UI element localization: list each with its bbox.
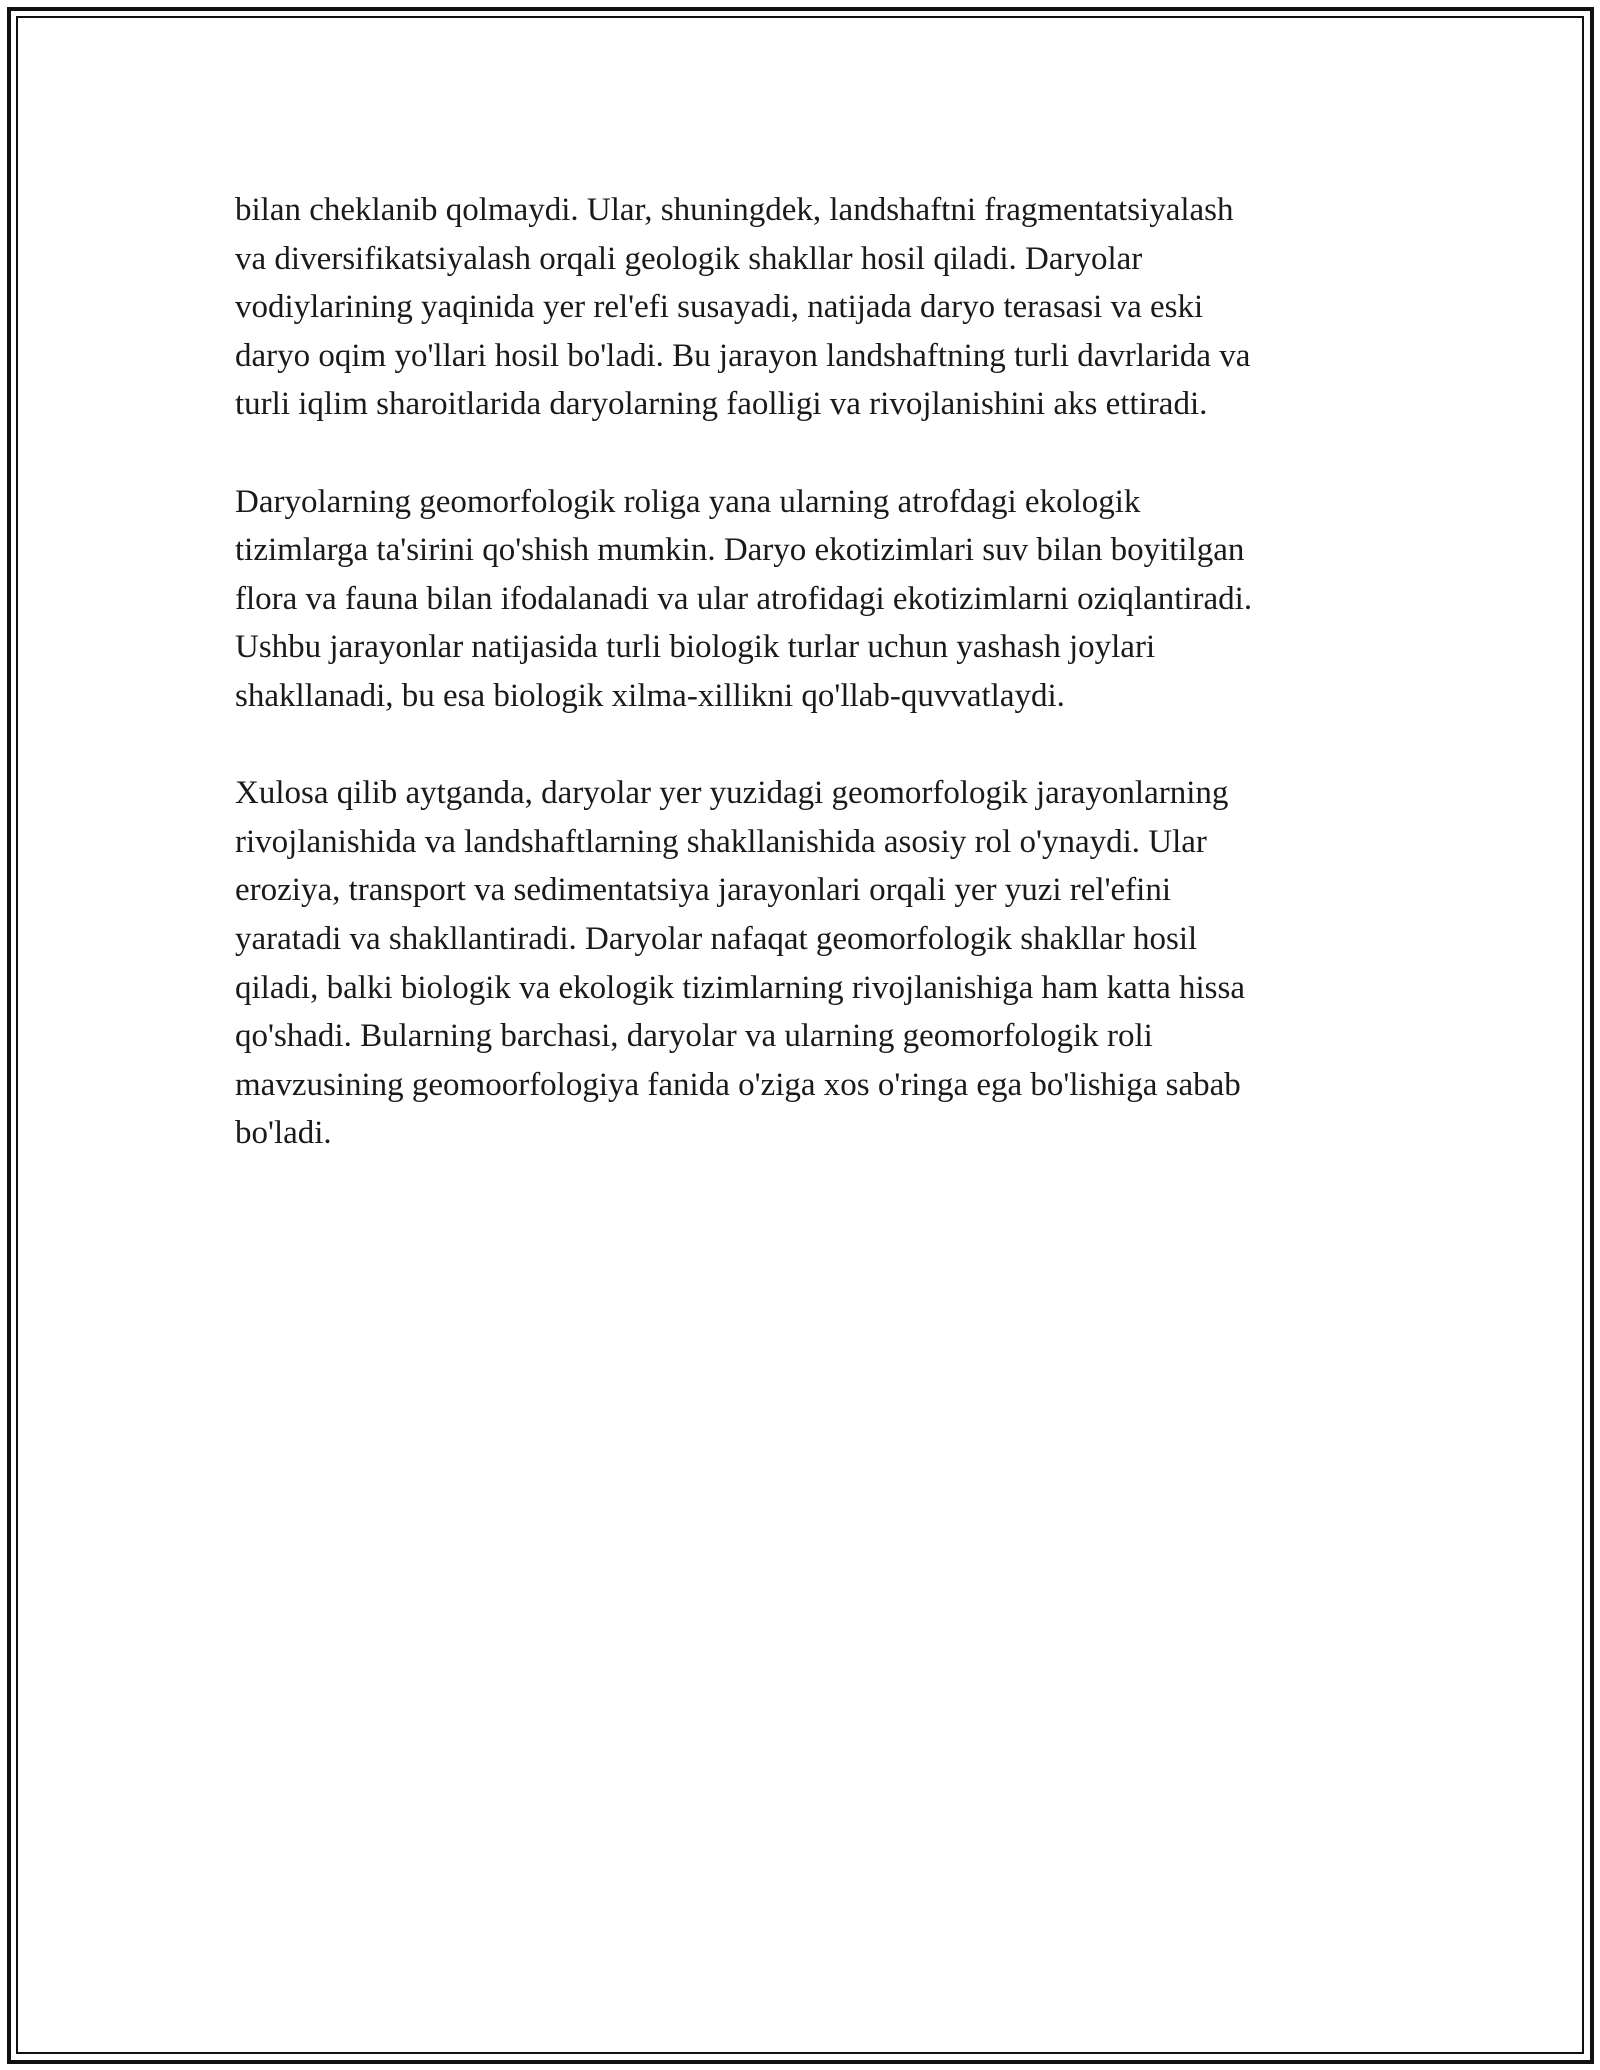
text-line: bilan cheklanib qolmaydi. Ular, shuningdek, landshaftni fragmentatsiyalash bbox=[235, 192, 1234, 228]
text-line: eroziya, transport va sedimentatsiya jarayonlari orqali yer yuzi rel'efini bbox=[235, 872, 1171, 909]
text-line: qiladi, balki biologik va ekologik tizimlarning rivojlanishiga ham katta hissa bbox=[235, 969, 1245, 1006]
text-line: yaratadi va shakllantiradi. Daryolar nafaqat geomorfologik shakllar hosil bbox=[235, 920, 1198, 957]
text-line: flora va fauna bilan ifodalanadi va ular atrofidagi ekotizimlarni oziqlantiradi. bbox=[235, 580, 1253, 617]
text-line: qo'shadi. Bularning barchasi, daryolar va ularning geomorfologik roli bbox=[235, 1018, 1153, 1055]
paragraph-1 bbox=[235, 186, 1375, 429]
paragraph-3 bbox=[235, 769, 1375, 1158]
text-line: Xulosa qilib aytganda, daryolar yer yuzidagi geomorfologik jarayonlarning bbox=[235, 775, 1229, 812]
text-line: shakllanadi, bu esa biologik xilma-xillikni qo'llab-quvvatlaydi. bbox=[235, 677, 1065, 714]
text-line: va diversifikatsiyalash orqali geologik shakllar hosil qiladi. Daryolar bbox=[235, 240, 1143, 277]
text-line: mavzusining geomoorfologiya fanida o'ziga xos o'ringa ega bo'lishiga sabab bbox=[235, 1066, 1241, 1103]
text-line: bo'ladi. bbox=[235, 1115, 332, 1152]
document-body bbox=[235, 186, 1375, 1158]
text-line: Daryolarning geomorfologik roliga yana ularning atrofdagi ekologik bbox=[235, 483, 1141, 520]
text-line: daryo oqim yo'llari hosil bo'ladi. Bu jarayon landshaftning turli davrlarida va bbox=[235, 337, 1251, 374]
text-line: rivojlanishida va landshaftlarning shakllanishida asosiy rol o'ynaydi. Ular bbox=[235, 823, 1207, 860]
text-line: vodiylarining yaqinida yer rel'efi susayadi, natijada daryo terasasi va eski bbox=[235, 289, 1204, 326]
text-line: Ushbu jarayonlar natijasida turli biologik turlar uchun yashash joylari bbox=[235, 629, 1156, 666]
paragraph-2 bbox=[235, 478, 1375, 721]
text-line: turli iqlim sharoitlarida daryolarning faolligi va rivojlanishini aks ettiradi. bbox=[235, 386, 1208, 423]
text-line: tizimlarga ta'sirini qo'shish mumkin. Daryo ekotizimlari suv bilan boyitilgan bbox=[235, 532, 1245, 569]
